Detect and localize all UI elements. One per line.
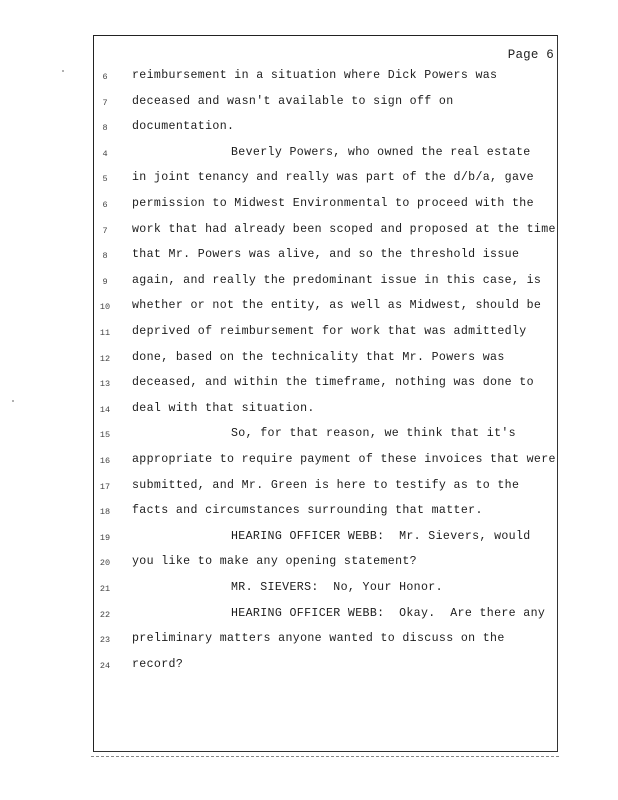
transcript-line bbox=[0, 68, 618, 86]
transcript-line bbox=[0, 478, 618, 496]
line-number: 4 bbox=[102, 148, 108, 159]
line-text: deceased and wasn't available to sign off on bbox=[132, 94, 454, 108]
line-number: 8 bbox=[102, 123, 108, 134]
line-text: So, for that reason, we think that it's bbox=[231, 427, 516, 441]
line-number: 21 bbox=[99, 584, 111, 594]
line-number: 23 bbox=[99, 635, 111, 646]
line-number: 7 bbox=[102, 97, 108, 108]
transcript-line bbox=[0, 94, 618, 112]
line-text: record? bbox=[132, 657, 184, 671]
transcript-line bbox=[0, 375, 618, 393]
transcript-line bbox=[0, 580, 618, 598]
transcript-line bbox=[0, 452, 618, 470]
line-number: 17 bbox=[99, 481, 111, 492]
line-text: appropriate to require payment of these invoices that were bbox=[132, 453, 556, 466]
line-text: deceased, and within the timeframe, nothing was done to bbox=[132, 376, 534, 390]
line-text: whether or not the entity, as well as Midwest, should be bbox=[132, 299, 542, 313]
transcript-line bbox=[0, 196, 618, 214]
transcript-line bbox=[0, 657, 618, 675]
transcript-line bbox=[0, 324, 618, 342]
line-text: reimbursement in a situation where Dick Powers was bbox=[132, 69, 498, 82]
transcript-line bbox=[0, 145, 618, 163]
transcript-line bbox=[0, 170, 618, 188]
transcript-line bbox=[0, 631, 618, 649]
line-number: 15 bbox=[99, 430, 111, 441]
transcript-line bbox=[0, 273, 618, 291]
line-number: 20 bbox=[99, 558, 111, 569]
line-text: again, and really the predominant issue in this case, is bbox=[132, 273, 542, 287]
line-number: 22 bbox=[99, 609, 111, 620]
line-number: 13 bbox=[99, 379, 111, 390]
transcript-line bbox=[0, 119, 618, 137]
page-number: Page 6 bbox=[507, 48, 554, 62]
transcript-line bbox=[0, 426, 618, 444]
line-number: 12 bbox=[99, 353, 111, 364]
scan-speck bbox=[12, 400, 14, 402]
line-number: 8 bbox=[102, 251, 108, 262]
transcript-line bbox=[0, 350, 618, 368]
line-text: preliminary matters anyone wanted to discuss on the bbox=[132, 632, 505, 646]
line-number: 7 bbox=[102, 225, 108, 236]
scan-speck bbox=[62, 70, 64, 72]
bottom-rule bbox=[91, 756, 559, 757]
line-text: work that had already been scoped and proposed at the time bbox=[132, 222, 556, 236]
line-number: 6 bbox=[102, 72, 108, 82]
line-text: that Mr. Powers was alive, and so the threshold issue bbox=[132, 248, 520, 262]
transcript-line bbox=[0, 529, 618, 547]
line-number: 10 bbox=[99, 302, 111, 313]
line-text: submitted, and Mr. Green is here to testify as to the bbox=[132, 478, 520, 492]
line-text: you like to make any opening statement? bbox=[132, 555, 417, 569]
transcript-line bbox=[0, 298, 618, 316]
line-number: 16 bbox=[99, 456, 111, 466]
line-text: deprived of reimbursement for work that was admittedly bbox=[132, 325, 527, 338]
line-text: facts and circumstances surrounding that matter. bbox=[132, 504, 483, 518]
transcript-line bbox=[0, 401, 618, 419]
line-number: 11 bbox=[99, 328, 111, 338]
line-number: 14 bbox=[99, 404, 111, 415]
transcript-line bbox=[0, 606, 618, 624]
line-text: permission to Midwest Environmental to proceed with the bbox=[132, 197, 534, 210]
line-text: documentation. bbox=[132, 120, 235, 134]
transcript-line bbox=[0, 222, 618, 240]
transcript-line bbox=[0, 503, 618, 521]
line-text: HEARING OFFICER WEBB: Okay. Are there any bbox=[231, 606, 546, 620]
line-text: MR. SIEVERS: No, Your Honor. bbox=[231, 581, 443, 594]
line-text: in joint tenancy and really was part of the d/b/a, gave bbox=[132, 171, 534, 185]
line-text: deal with that situation. bbox=[132, 401, 315, 415]
line-number: 5 bbox=[102, 174, 108, 185]
line-number: 24 bbox=[99, 660, 111, 671]
line-text: done, based on the technicality that Mr. Powers was bbox=[132, 350, 505, 364]
line-number: 9 bbox=[102, 276, 108, 287]
line-number: 19 bbox=[99, 532, 111, 543]
line-number: 18 bbox=[99, 507, 111, 518]
line-text: HEARING OFFICER WEBB: Mr. Sievers, would bbox=[231, 529, 531, 543]
line-number: 6 bbox=[102, 200, 108, 210]
transcript-line bbox=[0, 554, 618, 572]
transcript-line bbox=[0, 247, 618, 265]
line-text: Beverly Powers, who owned the real estate bbox=[231, 145, 531, 159]
